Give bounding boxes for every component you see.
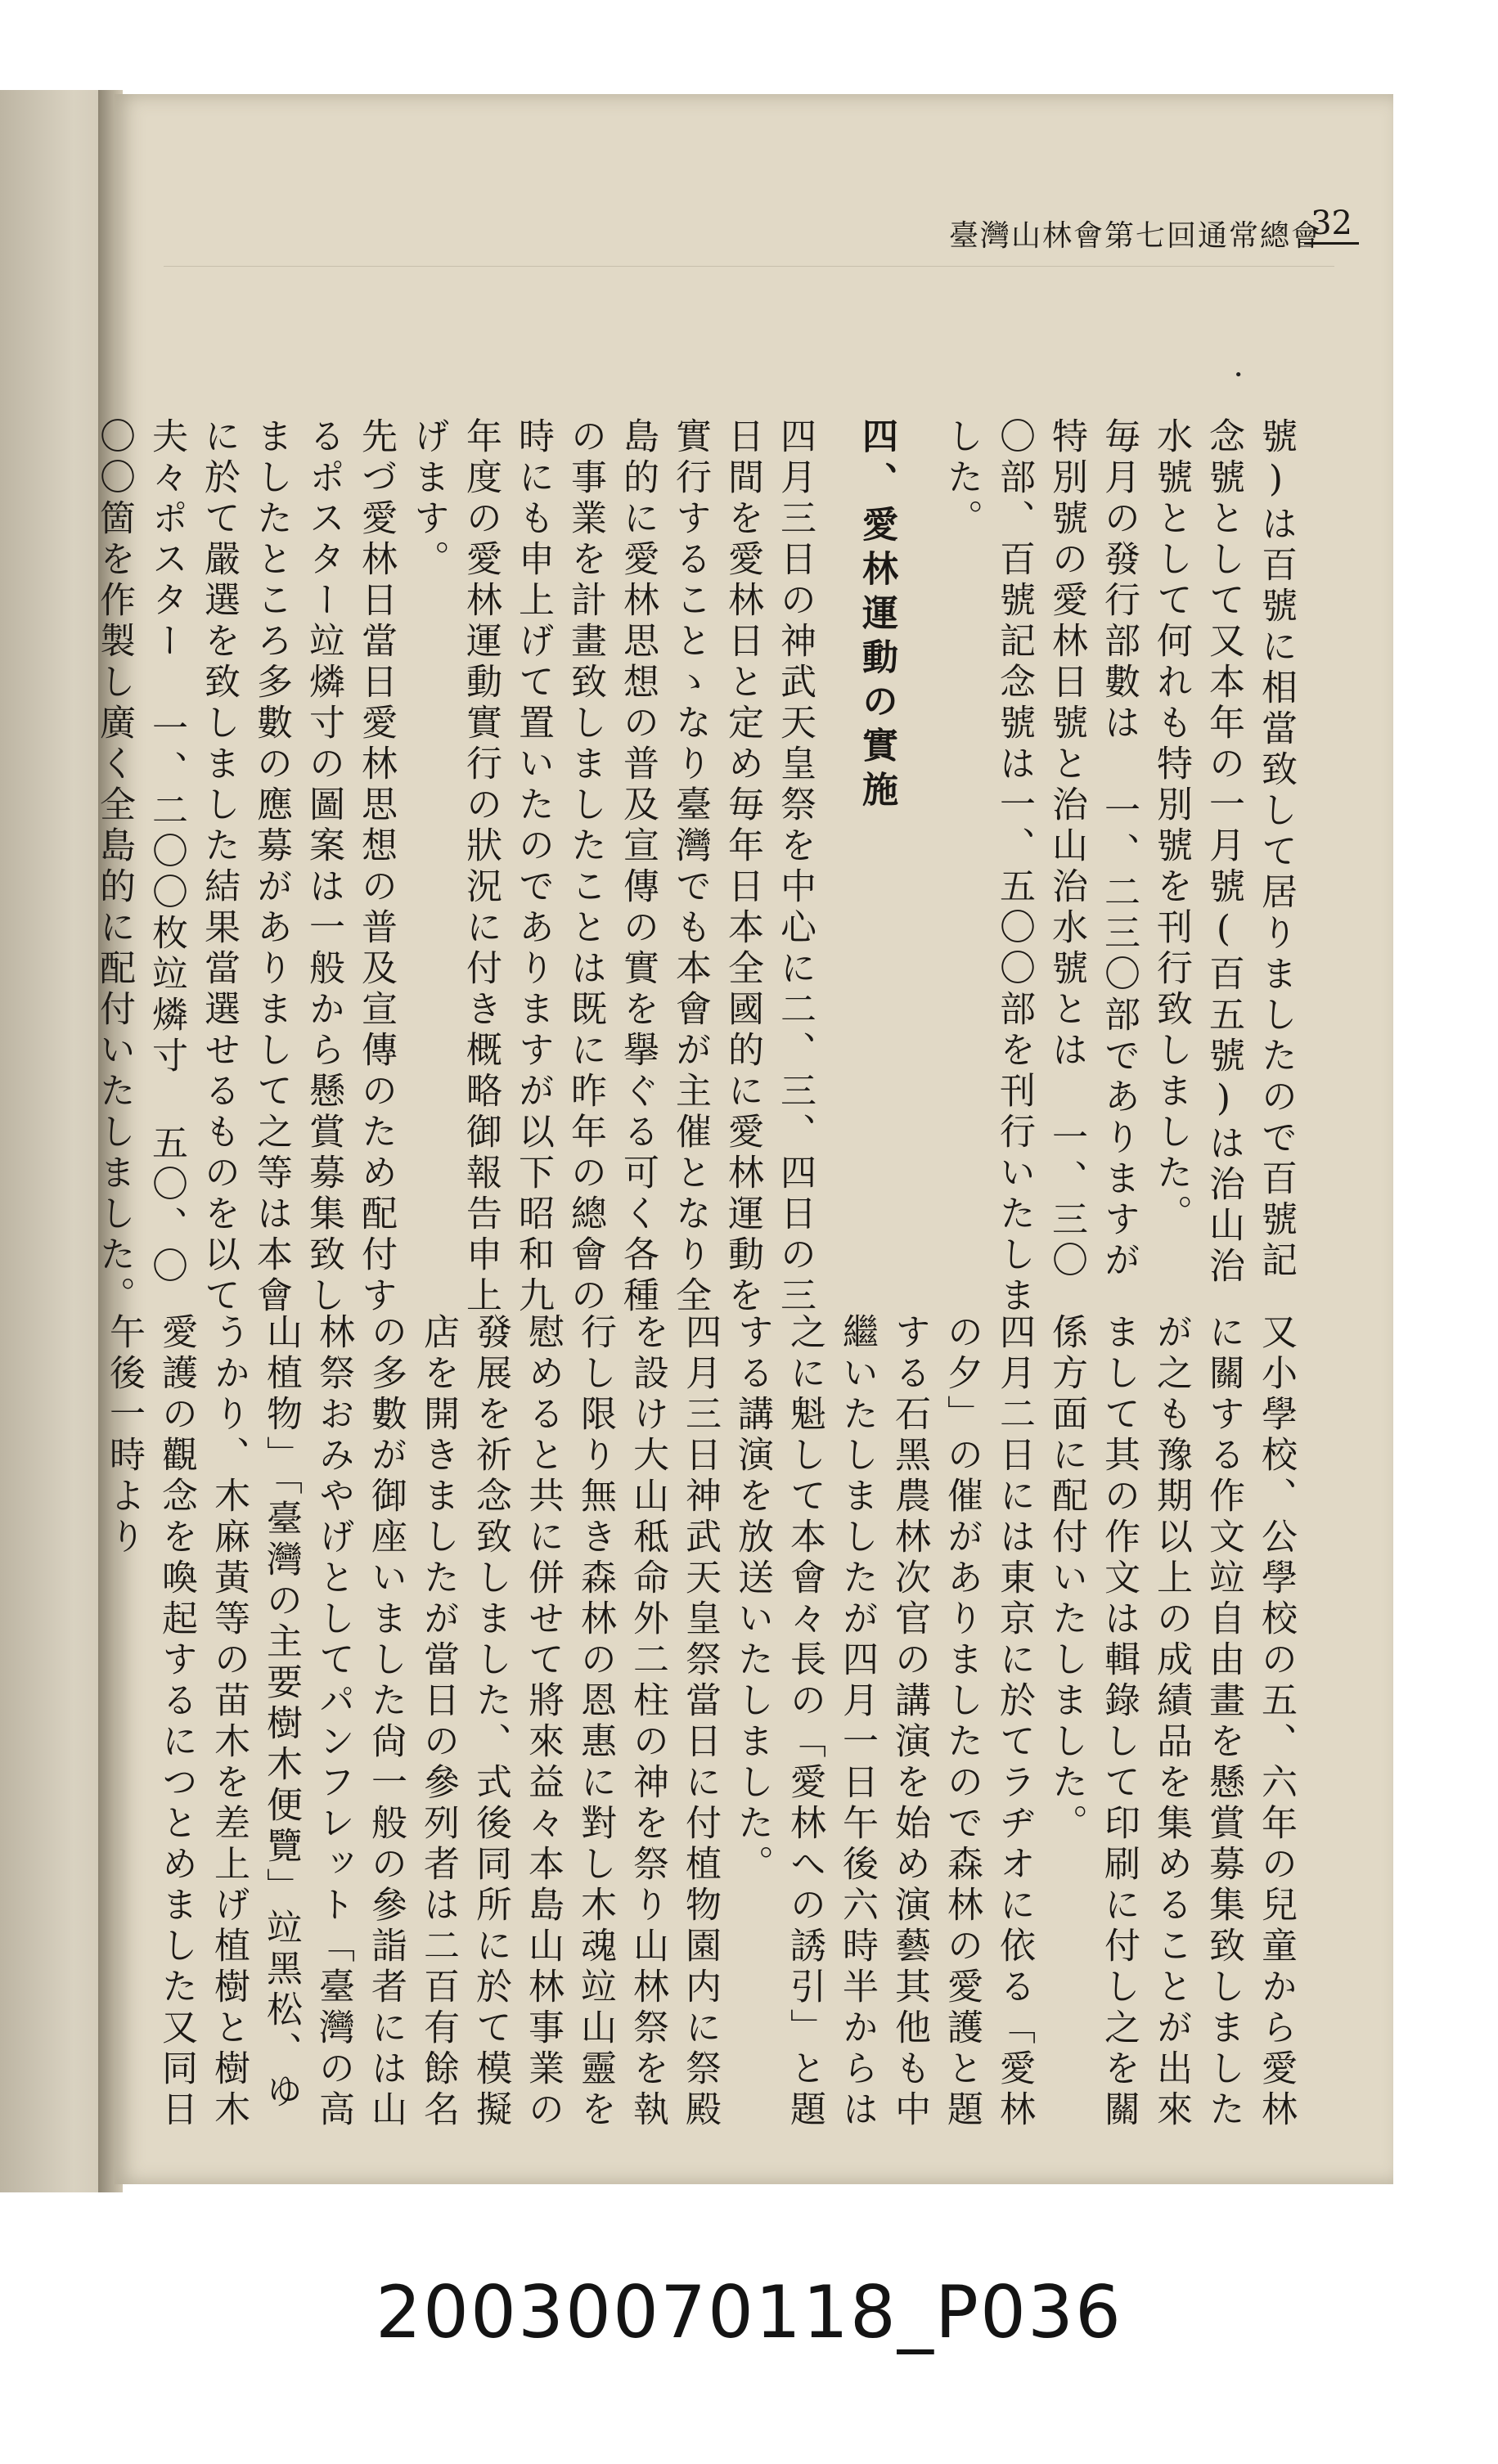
paragraph: 毎月の發行部數は 一、二三〇部でありますが特別號の愛林日號と治山治水號とは 一、三〇〇部、百號記念號は一、五〇〇部を刊行いたしました。 [941,417,1140,1317]
lower-text-block [97,1313,1302,2131]
paragraph: 號)は百號に相當致して居りましたので百號記念號として又本年の一月號(百五號)は治山治水號として何れも特別號を刊行致しました。 [1150,417,1297,1288]
upper-text-block [88,417,1302,1317]
section-heading: 四、愛林運動の實施 [856,417,897,815]
paragraph: 先づ愛林日當日愛林思想の普及宣傳のため配付するポスター竝燐寸の圖案は一般から懸賞募集致しましたところ多數の應募がありまして之等は本會に於て嚴選を致しました結果當選せるものを以て夫々ポスター 一、二〇〇枚竝燐寸 五〇、〇〇〇箇を作製し廣く全島的に配付いたしました。 [93,417,397,1317]
running-header: 臺灣山林會第七回通常總會 [948,219,1322,253]
paragraph: 又小學校、公學校の五、六年の兒童から愛林に關する作文竝自由畫を懸賞募集致しましたが之も豫期以上の成績品を集めることが出來まして其の作文は輯錄して印刷に付し之を關係方面に配付いたしました。 [1046,1313,1297,2131]
paragraph: 四月三日神武天皇祭當日に付植物園内に祭殿を設け大山秪命外二柱の神を祭り山林祭を執行し限り無き森林の恩惠に對し木魂竝山靈を慰めると共に併せて將來益々本島山林事業の發展を祈念致しました、式後同所に於て模擬店を開きましたが當日の參列者は二百有餘名の多數が御座いました尙一般の參詣者には山林祭おみやげとしてパンフレット「臺灣の高山植物」「臺灣の主要樹木便覽」竝黑松、ゆうかり、木麻黃等の苗木を差上げ植樹と樹木愛護の觀念を喚起するにつとめました又同日午後一時より [103,1313,721,2131]
print-mark: • [1234,366,1243,384]
paragraph: 四月二日には東京に於てラヂオに依る「愛林の夕」の催がありましたので森林の愛護と題する石黑農林次官の講演を始め演藝其他も中繼いたしましたが四月一日午後六時半からは之に魁して本會々長の「愛林への誘引」と題する講演を放送いたしました。 [731,1313,1035,2131]
page-number: 32 [1304,205,1359,245]
archive-caption: 20030070118_P036 [376,2270,1122,2354]
header-rule [164,266,1334,267]
paragraph: 四月三日の神武天皇祭を中心に二、三、四日の三日間を愛林日と定め毎年日本全國的に愛林運動を實行することゝなり臺灣でも本會が主催となり全島的に愛林思想の普及宣傳の實を擧ぐる可く各種の事業を計畫致しましたことは既に昨年の總會の時にも申上げて置いたのでありますが以下昭和九年度の愛林運動實行の狀況に付き概略御報告申上げます。 [407,417,816,1317]
